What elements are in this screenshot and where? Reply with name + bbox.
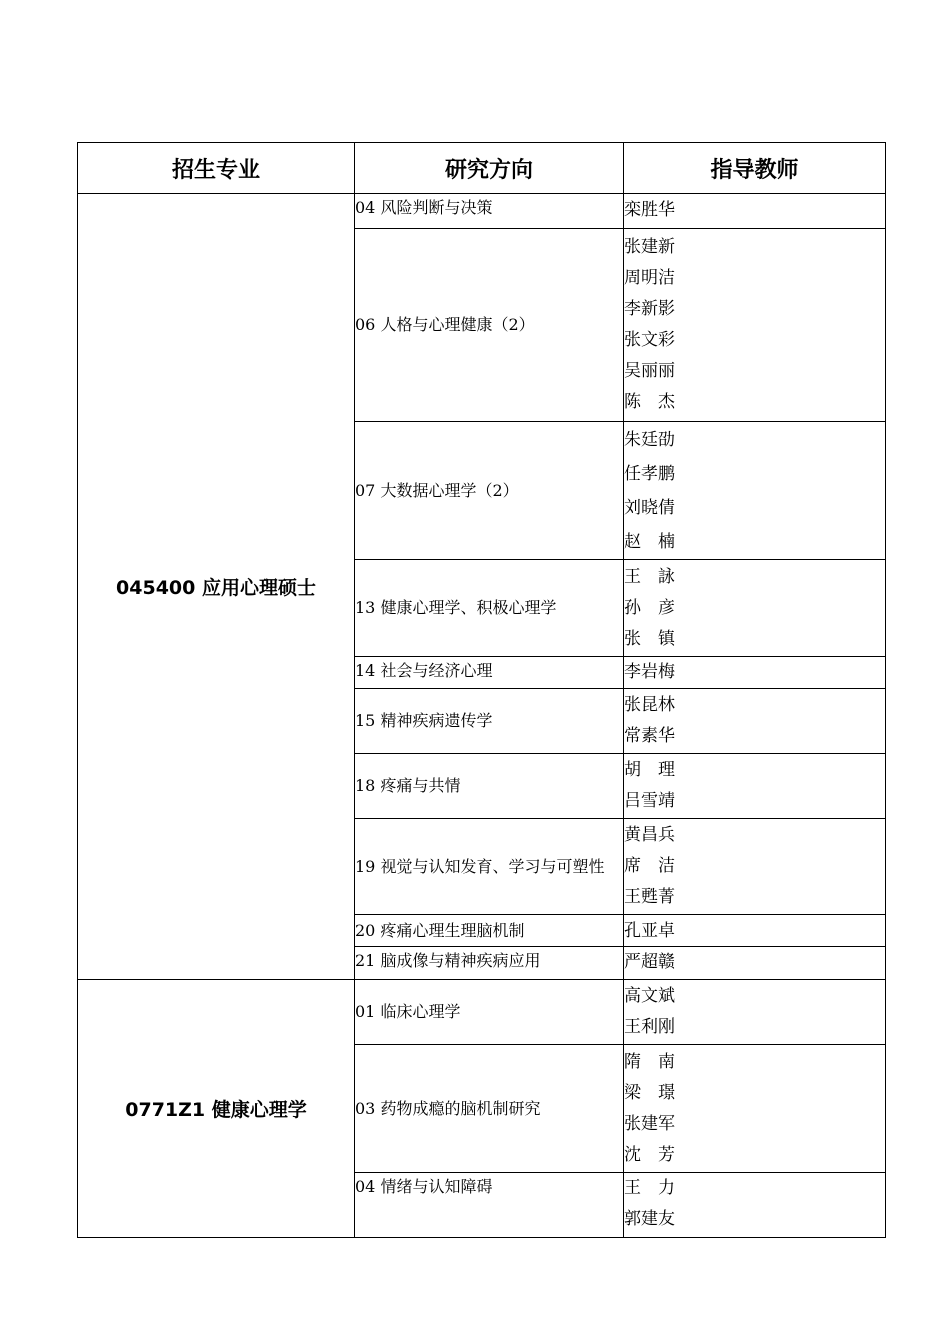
direction-cell: 19 视觉与认知发育、学习与可塑性 [355, 819, 624, 915]
advisor-name: 孔亚卓 [624, 920, 675, 941]
direction-cell: 06 人格与心理健康（2） [355, 229, 624, 422]
advisor-name: 黄昌兵 [624, 825, 675, 845]
direction-cell: 01 临床心理学 [355, 980, 624, 1045]
advisor-name: 高文斌 [624, 986, 675, 1006]
header-advisor: 指导教师 [624, 143, 886, 194]
advisor-cell [624, 1173, 886, 1238]
table-row [78, 980, 886, 1045]
advisor-name: 常素华 [624, 726, 675, 746]
advisor-name: 隋 南 [624, 1051, 675, 1072]
direction-cell: 04 情绪与认知障碍 [355, 1173, 624, 1238]
header-row [78, 143, 886, 194]
advisor-name: 王甦菁 [624, 887, 675, 907]
advisor-cell [624, 819, 886, 915]
advisor-name: 李岩梅 [624, 662, 675, 682]
advisor-name: 赵 楠 [624, 531, 675, 552]
direction-cell: 20 疼痛心理生理脑机制 [355, 915, 624, 947]
advisor-cell [624, 657, 886, 689]
advisor-name: 刘晓倩 [624, 497, 675, 518]
advisor-cell [624, 560, 886, 657]
advisor-name: 栾胜华 [624, 200, 675, 220]
advisor-name: 朱廷劭 [624, 429, 675, 450]
direction-cell: 03 药物成瘾的脑机制研究 [355, 1045, 624, 1173]
advisor-name: 张昆林 [624, 695, 675, 715]
advisor-name: 李新影 [624, 299, 675, 319]
advisor-name: 沈 芳 [624, 1144, 675, 1165]
advisor-name: 王利刚 [624, 1017, 675, 1037]
table-body [78, 194, 886, 1238]
advisor-name: 陈 杰 [624, 392, 675, 412]
direction-cell: 18 疼痛与共情 [355, 754, 624, 819]
advisor-name: 严超赣 [624, 952, 675, 972]
advisor-name: 张建军 [624, 1113, 675, 1134]
advisor-name: 郭建友 [624, 1209, 675, 1229]
advisor-name: 王 力 [624, 1178, 675, 1198]
header-direction: 研究方向 [355, 143, 624, 194]
header-major: 招生专业 [78, 143, 355, 194]
advisor-name: 席 洁 [624, 856, 675, 876]
major-cell: 045400 应用心理硕士 [78, 194, 355, 980]
advisor-cell [624, 915, 886, 947]
direction-cell: 13 健康心理学、积极心理学 [355, 560, 624, 657]
advisor-cell [624, 422, 886, 560]
advisor-name: 梁 璟 [624, 1082, 675, 1103]
table-row [78, 194, 886, 229]
advisor-cell [624, 980, 886, 1045]
advisor-table [77, 142, 886, 1238]
direction-cell: 04 风险判断与决策 [355, 194, 624, 229]
advisor-name: 吴丽丽 [624, 361, 675, 381]
advisor-name: 孙 彦 [624, 597, 675, 618]
advisor-name: 周明洁 [624, 268, 675, 288]
advisor-name: 张建新 [624, 237, 675, 257]
advisor-cell [624, 947, 886, 980]
advisor-cell [624, 754, 886, 819]
direction-cell: 21 脑成像与精神疾病应用 [355, 947, 624, 980]
advisor-cell [624, 1045, 886, 1173]
direction-cell: 07 大数据心理学（2） [355, 422, 624, 560]
advisor-cell [624, 229, 886, 422]
advisor-name: 胡 理 [624, 760, 675, 780]
advisor-name: 张 镇 [624, 628, 675, 649]
direction-cell: 15 精神疾病遗传学 [355, 689, 624, 754]
direction-cell: 14 社会与经济心理 [355, 657, 624, 689]
advisor-name: 吕雪靖 [624, 791, 675, 811]
advisor-name: 张文彩 [624, 330, 675, 350]
advisor-name: 任孝鹏 [624, 463, 675, 484]
advisor-cell [624, 689, 886, 754]
major-cell: 0771Z1 健康心理学 [78, 980, 355, 1238]
advisor-cell [624, 194, 886, 229]
advisor-name: 王 詠 [624, 566, 675, 587]
